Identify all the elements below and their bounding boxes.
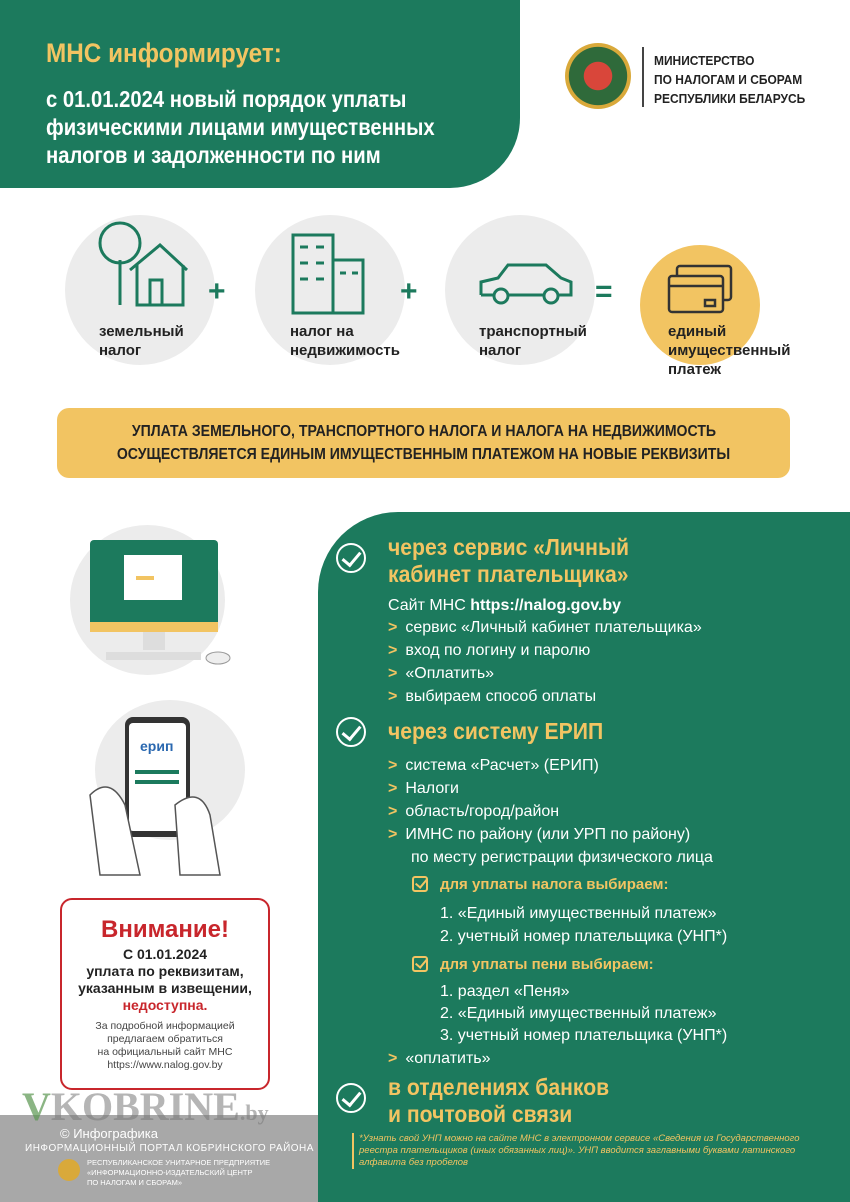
header-line: с 01.01.2024 новый порядок уплаты — [46, 86, 407, 112]
attention-info: на официальный сайт МНС — [97, 1046, 233, 1058]
erip-step-cont: по месту регистрации физического лица — [411, 849, 713, 866]
attention-link[interactable]: https://www.nalog.gov.by — [107, 1059, 223, 1071]
site-link[interactable]: https://nalog.gov.by — [470, 597, 622, 614]
tax-subheading: для уплаты налога выбираем: — [440, 876, 669, 893]
unified-payment-label: единый имущественный платеж — [668, 323, 791, 378]
attention-text: указанным в извещении, — [78, 980, 252, 996]
header-line: физическими лицами имущественных — [46, 114, 435, 140]
check-circle-icon — [336, 543, 366, 573]
equals-sign: = — [595, 275, 613, 308]
ministry-line: ПО НАЛОГАМ И СБОРАМ — [654, 72, 803, 87]
tax-item: 1. «Единый имущественный платеж» — [440, 905, 717, 922]
ministry-name — [654, 51, 805, 108]
tax-item: 2. учетный номер плательщика (УНП*) — [440, 928, 728, 945]
penalty-item: 1. раздел «Пеня» — [440, 983, 570, 1000]
checkbox-icon — [412, 876, 428, 892]
attention-text: уплата по реквизитам, — [86, 963, 244, 979]
site-line: Сайт МНС https://nalog.gov.by — [388, 597, 622, 614]
ministry-line: МИНИСТЕРСТВО — [654, 53, 755, 68]
attention-text: С 01.01.2024 — [122, 946, 208, 962]
penalty-subheading: для уплаты пени выбираем: — [440, 956, 654, 973]
erip-step: > Налоги — [388, 780, 459, 797]
banner-line: ОСУЩЕСТВЛЯЕТСЯ ЕДИНЫМ ИМУЩЕСТВЕННЫМ ПЛАТЕЖОМ НА НОВЫЕ РЕКВИЗИТЫ — [116, 446, 731, 463]
method-banks-title: в отделениях банков и почтовой связи — [388, 1074, 610, 1127]
cab-step: > «Оплатить» — [388, 665, 495, 682]
method-erip-title: через систему ЕРИП — [388, 718, 604, 744]
cards-icon — [665, 262, 735, 317]
header-line: налогов и задолженности по ним — [46, 142, 381, 168]
banner-line: УПЛАТА ЗЕМЕЛЬНОГО, ТРАНСПОРТНОГО НАЛОГА И НАЛОГА НА НЕДВИЖИМОСТЬ — [131, 423, 716, 440]
attention-unavailable: недоступна. — [122, 997, 208, 1013]
attention-title: Внимание! — [101, 916, 229, 943]
credit: © Инфографика — [60, 1126, 159, 1141]
portal-name: ИНФОРМАЦИОННЫЙ ПОРТАЛ КОБРИНСКОГО РАЙОНА — [25, 1143, 314, 1154]
erip-step: > система «Расчет» (ЕРИП) — [388, 757, 599, 774]
publisher-emblem-logo — [58, 1159, 80, 1181]
header-title: МНС информирует: — [46, 38, 282, 68]
house-tree-icon — [95, 215, 195, 310]
erip-app-label: ерип — [140, 738, 174, 754]
transport-tax-label: транспортный налог — [479, 323, 587, 359]
checkbox-icon — [412, 956, 428, 972]
property-tax-label: налог на недвижимость — [290, 323, 400, 359]
erip-step: > область/город/район — [388, 803, 560, 820]
header-banner — [0, 0, 520, 188]
attention-info: За подробной информацией — [95, 1020, 235, 1032]
computer-icon — [88, 540, 238, 670]
cab-step: > вход по логину и паролю — [388, 642, 591, 659]
penalty-item: 2. «Единый имущественный платеж» — [440, 1005, 717, 1022]
penalty-item: 3. учетный номер плательщика (УНП*) — [440, 1027, 728, 1044]
publisher: РЕСПУБЛИКАНСКОЕ УНИТАРНОЕ ПРЕДПРИЯТИЕ «ИНФОРМАЦИОННО-ИЗДАТЕЛЬСКИЙ ЦЕНТР ПО НАЛОГАМ И СБОРАМ» — [87, 1158, 271, 1187]
cab-step: > сервис «Личный кабинет плательщика» — [388, 619, 702, 636]
land-tax-label: земельный налог — [99, 323, 184, 359]
check-circle-icon — [336, 1083, 366, 1113]
attention-info: предлагаем обратиться — [107, 1033, 223, 1045]
ministry-line: РЕСПУБЛИКИ БЕЛАРУСЬ — [654, 91, 806, 106]
method-cabinet-title: через сервис «Личный кабинет плательщика» — [388, 534, 630, 587]
cab-step: > выбираем способ оплаты — [388, 688, 597, 705]
ministry-emblem-logo — [565, 43, 631, 109]
plus-sign: + — [400, 275, 418, 308]
final-step: > «оплатить» — [388, 1050, 491, 1067]
info-banner — [57, 408, 790, 478]
car-icon — [476, 260, 576, 310]
footnote: *Узнать свой УНП можно на сайте МНС в электронном сервисе «Сведения из Государственного реестра плательщиков (иных обязанных лиц)». УНП вводится заглавными буквами латинского алфавита без пробелов — [352, 1133, 812, 1169]
erip-step: > ИМНС по району (или УРП по району) — [388, 826, 691, 843]
check-circle-icon — [336, 717, 366, 747]
buildings-icon — [288, 225, 373, 315]
watermark-logo: VKOBRINE.by — [22, 1084, 269, 1129]
plus-sign: + — [208, 275, 226, 308]
divider — [642, 47, 644, 107]
attention-box — [60, 898, 270, 1090]
